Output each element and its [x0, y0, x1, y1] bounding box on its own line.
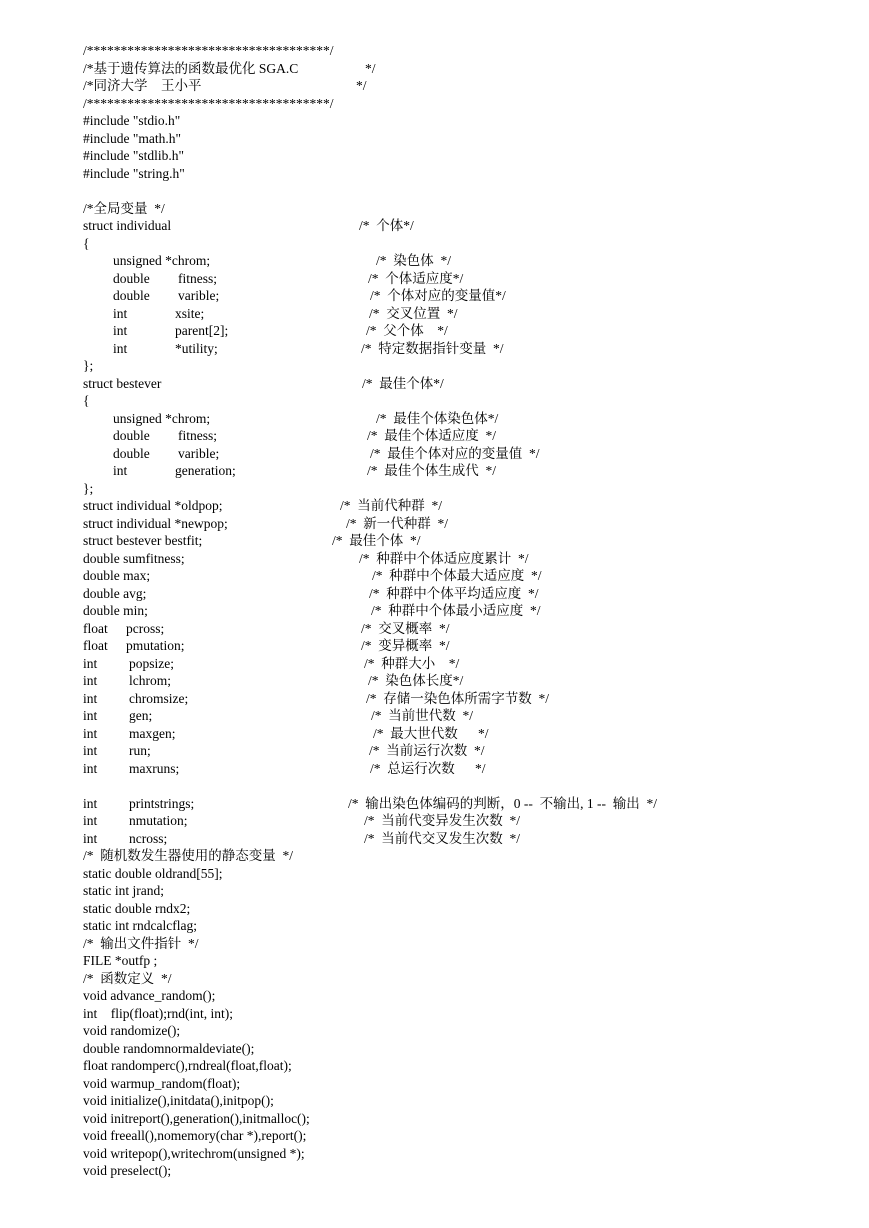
code-comment: /* 个体对应的变量值*/	[370, 288, 506, 303]
code-text: static double oldrand[55];	[83, 866, 223, 881]
code-comment: /* 当前代变异发生次数 */	[364, 813, 521, 828]
code-text: void advance_random();	[83, 988, 216, 1003]
code-text: int	[83, 673, 98, 688]
code-text: int	[83, 831, 98, 846]
code-text: int	[83, 813, 98, 828]
code-text: varible;	[178, 446, 220, 461]
code-text: float	[83, 621, 108, 636]
code-text: FILE *outfp ;	[83, 953, 158, 968]
code-comment: /* 特定数据指针变量 */	[361, 341, 504, 356]
code-text: static int rndcalcflag;	[83, 918, 197, 933]
code-text: chromsize;	[129, 691, 189, 706]
code-text: double	[113, 446, 150, 461]
code-text: struct bestever	[83, 376, 162, 391]
code-text: static double rndx2;	[83, 901, 191, 916]
code-text: void randomize();	[83, 1023, 181, 1038]
code-text: void freeall(),nomemory(char *),report();	[83, 1128, 307, 1143]
code-comment: /* 最佳个体染色体*/	[376, 411, 499, 426]
code-text: float randomperc(),rndreal(float,float);	[83, 1058, 292, 1073]
code-text: void preselect();	[83, 1163, 172, 1178]
code-comment: /* 最大世代数 */	[373, 726, 489, 741]
code-text: };	[83, 358, 94, 373]
code-text: double	[113, 428, 150, 443]
code-comment: /* 当前代交叉发生次数 */	[364, 831, 521, 846]
code-comment: /* 染色体长度*/	[368, 673, 464, 688]
code-text: double sumfitness;	[83, 551, 185, 566]
code-text: struct bestever bestfit;	[83, 533, 203, 548]
code-text: int	[83, 726, 98, 741]
code-comment: /* 最佳个体*/	[362, 376, 444, 391]
code-text: nmutation;	[129, 813, 188, 828]
code-text: gen;	[129, 708, 153, 723]
code-text: int flip(float);rnd(int, int);	[83, 1006, 233, 1021]
code-comment: /* 总运行次数 */	[370, 761, 486, 776]
code-text: double	[113, 271, 150, 286]
code-text: {	[83, 393, 90, 408]
code-text: unsigned *chrom;	[113, 411, 211, 426]
code-comment: /* 种群大小 */	[364, 656, 460, 671]
code-text: int	[83, 743, 98, 758]
code-comment: /* 种群中个体最大适应度 */	[372, 568, 542, 583]
code-text: int	[83, 656, 98, 671]
code-comment: /* 输出染色体编码的判断，0 -- 不输出, 1 -- 输出 */	[348, 796, 657, 811]
code-text: /*全局变量 */	[83, 201, 165, 216]
code-text: run;	[129, 743, 151, 758]
code-text: maxgen;	[129, 726, 176, 741]
code-text: struct individual *newpop;	[83, 516, 228, 531]
code-text: double randomnormaldeviate();	[83, 1041, 255, 1056]
code-text: struct individual	[83, 218, 172, 233]
code-comment: /* 当前运行次数 */	[369, 743, 485, 758]
code-text: static int jrand;	[83, 883, 164, 898]
code-text: int	[113, 463, 128, 478]
code-text: */	[365, 61, 376, 76]
code-text: };	[83, 481, 94, 496]
code-text: float	[83, 638, 108, 653]
code-text: popsize;	[129, 656, 174, 671]
code-text: ncross;	[129, 831, 168, 846]
code-text: {	[83, 236, 90, 251]
code-text: /* 函数定义 */	[83, 971, 172, 986]
code-comment: /* 变异概率 */	[361, 638, 450, 653]
code-text: int	[113, 323, 128, 338]
code-text: double min;	[83, 603, 148, 618]
code-text: unsigned *chrom;	[113, 253, 211, 268]
code-comment: /* 最佳个体生成代 */	[367, 463, 497, 478]
code-text: int	[113, 306, 128, 321]
code-comment: /* 新一代种群 */	[346, 516, 449, 531]
code-comment: /* 种群中个体适应度累计 */	[359, 551, 529, 566]
code-text: /*基于遗传算法的函数最优化 SGA.C	[83, 61, 299, 76]
code-text: void initreport(),generation(),initmalloc();	[83, 1111, 310, 1126]
code-comment: /* 最佳个体对应的变量值 */	[370, 446, 540, 461]
code-text: #include "string.h"	[83, 166, 185, 181]
code-comment: /* 最佳个体 */	[332, 533, 421, 548]
code-text: double max;	[83, 568, 151, 583]
code-text: /* 随机数发生器使用的静态变量 */	[83, 848, 294, 863]
code-text: /*同济大学 王小平	[83, 78, 202, 93]
code-text: void initialize(),initdata(),initpop();	[83, 1093, 274, 1108]
code-text: maxruns;	[129, 761, 180, 776]
code-text: /************************************/	[83, 43, 334, 58]
code-comment: /* 个体*/	[359, 218, 414, 233]
code-text: *utility;	[175, 341, 218, 356]
code-text: varible;	[178, 288, 220, 303]
code-text: fitness;	[178, 271, 217, 286]
code-text: struct individual *oldpop;	[83, 498, 223, 513]
code-text: generation;	[175, 463, 236, 478]
code-comment: /* 个体适应度*/	[368, 271, 464, 286]
code-comment: /* 存储一染色体所需字节数 */	[366, 691, 550, 706]
code-text: fitness;	[178, 428, 217, 443]
code-comment: /* 种群中个体平均适应度 */	[369, 586, 539, 601]
code-text: */	[356, 78, 367, 93]
code-text: /* 输出文件指针 */	[83, 936, 199, 951]
code-text: double	[113, 288, 150, 303]
code-text: void warmup_random(float);	[83, 1076, 241, 1091]
code-comment: /* 最佳个体适应度 */	[367, 428, 497, 443]
code-text: parent[2];	[175, 323, 229, 338]
code-comment: /* 当前代种群 */	[340, 498, 443, 513]
code-comment: /* 种群中个体最小适应度 */	[371, 603, 541, 618]
code-comment: /* 交叉概率 */	[361, 621, 450, 636]
code-text: lchrom;	[129, 673, 171, 688]
code-text: int	[83, 761, 98, 776]
code-comment: /* 当前世代数 */	[371, 708, 474, 723]
code-text: /************************************/	[83, 96, 334, 111]
code-text: int	[83, 708, 98, 723]
code-text: pcross;	[126, 621, 165, 636]
code-text: double avg;	[83, 586, 147, 601]
code-comment: /* 交叉位置 */	[369, 306, 458, 321]
code-text: #include "stdlib.h"	[83, 148, 185, 163]
code-comment: /* 染色体 */	[376, 253, 452, 268]
code-text: int	[83, 691, 98, 706]
code-text: void writepop(),writechrom(unsigned *);	[83, 1146, 305, 1161]
code-text: int	[83, 796, 98, 811]
code-comment: /* 父个体 */	[366, 323, 448, 338]
code-text: #include "math.h"	[83, 131, 182, 146]
code-text: pmutation;	[126, 638, 185, 653]
code-text: xsite;	[175, 306, 205, 321]
code-text: int	[113, 341, 128, 356]
code-text: printstrings;	[129, 796, 195, 811]
code-text: #include "stdio.h"	[83, 113, 181, 128]
